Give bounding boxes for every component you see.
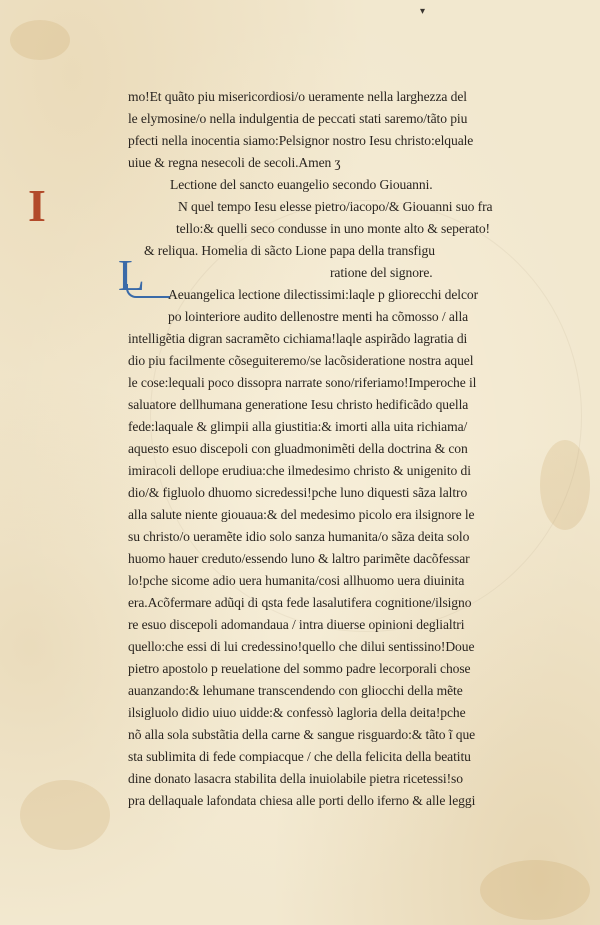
text-line: uiue & regna nesecoli de secoli.Amen ʒ [128,155,341,170]
drop-cap-flourish [126,284,170,298]
drop-cap-glyph: L [118,251,145,300]
text-line: dio piu facilmente cõseguiteremo/se lacõsideratione nostra aquel [128,353,474,368]
section-heading: ratione del signore. [330,265,433,280]
text-line: lo!pche sicome adio uera humanita/cosi allhuomo uera diuinita [128,573,465,588]
ink-mark: ▾ [420,6,426,17]
text-line: huomo hauer creduto/essendo luno & laltro parimẽte dacõfessar [128,551,470,566]
text-line: auanzando:& lehumane transcendendo con gliocchi della mẽte [128,683,463,698]
text-line: fede:laquale & glimpii alla giustitia:& imorti alla uita richiama/ [128,419,468,434]
text-line: dine donato lasacra stabilita della inuiolabile pietra ricetessi!so [128,771,463,786]
foxing-stain [20,780,110,850]
text-line: re esuo discepoli adomandaua / intra diuerse opinioni deglialtri [128,617,465,632]
text-line: pfecti nella inocentia siamo:Pelsignor nostro Iesu christo:elquale [128,133,474,148]
text-line: po lointeriore audito dellenostre menti ha cõmosso / alla [168,309,469,324]
text-line: sta sublimita di fede compiacque / che della felicita della beatitu [128,749,471,764]
drop-cap-initial-l [118,251,168,300]
text-line: su christo/o ueramẽte idio solo sanza humanita/o sãza deita solo [128,529,470,544]
foxing-stain [480,860,590,920]
text-line: quello:che essi di lui credessino!quello che dilui sentissino!Doue [128,639,475,654]
text-line: Aeuangelica lectione dilectissimi:laqle p gliorecchi delcor [168,287,479,302]
text-line: nõ alla sola substãtia della carne & sangue risguardo:& tãto ĩ que [128,727,476,742]
drop-cap-initial-i: I [28,180,46,231]
text-line: saluatore dellhumana generatione Iesu christo hedificãdo quella [128,397,469,412]
text-line: ilsigluolo didio uiuo uidde:& confessò lagloria della deita!pche [128,705,466,720]
text-line: aquesto esuo discepoli con gluadmonimẽti della doctrina & con [128,441,468,456]
text-line: tello:& quelli seco condusse in uno monte alto & seperato! [176,221,490,236]
text-line: dio/& figluolo dhuomo sicredessi!pche luno diquesti sãza laltro [128,485,468,500]
text-line: pietro apostolo p reuelatione del sommo padre lecorporali chose [128,661,471,676]
text-line: le cose:lequali poco dissopra narrate sono/riferiamo!Imperoche il [128,375,477,390]
section-heading: Lectione del sancto euangelio secondo Giouanni. [170,177,433,192]
text-line: N quel tempo Iesu elesse pietro/iacopo/& Giouanni suo fra [178,199,493,214]
text-line: intelligẽtia digran sacramẽto cichiama!laqle aspirãdo lagratia di [128,331,468,346]
text-line: alla salute niente giouaua:& del medesimo picolo era ilsignore le [128,507,475,522]
text-line: mo!Et quãto piu misericordiosi/o ueramente nella larghezza del [128,89,467,104]
text-line: imiracoli dellope erudiua:che ilmedesimo christo & unigenito di [128,463,471,478]
text-line: le elymosine/o nella indulgentia de peccati stati saremo/tãto piu [128,111,468,126]
text-line: era.Acõfermare adũqi di qsta fede lasalutifera cognitione/ilsigno [128,595,472,610]
text-line: pra dellaquale lafondata chiesa alle porti dello iferno & alle leggi [128,793,476,808]
text-line: & reliqua. Homelia di sãcto Lione papa della transfigu [144,243,435,258]
foxing-stain [10,20,70,60]
